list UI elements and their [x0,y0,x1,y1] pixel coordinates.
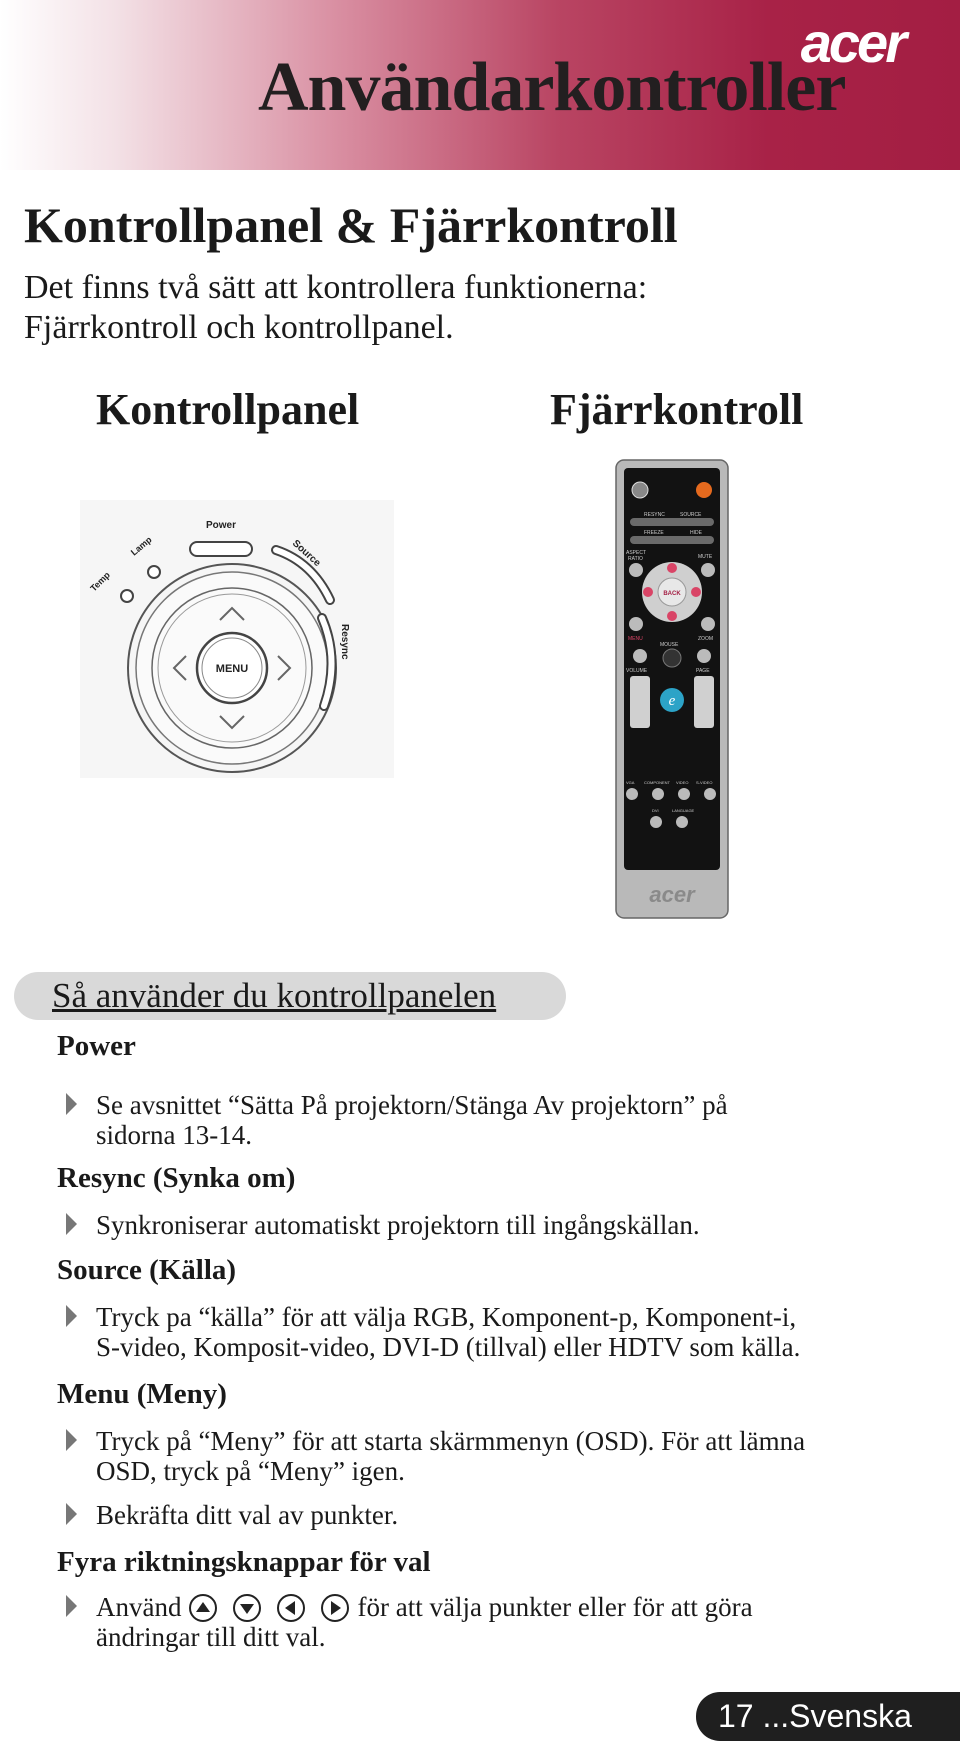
remote-resync-label: RESYNC [644,512,665,518]
menu-bullet-line: OSD, tryck på “Meny” igen. [96,1456,405,1486]
remote-control-label: Fjärrkontroll [550,385,804,434]
arrows-prefix: Använd [96,1592,182,1622]
intro-line: Fjärrkontroll och kontrollpanel. [24,309,454,346]
remote-aspect-label: ASPECT [626,550,647,556]
page-header [0,0,960,170]
arrows-bullet-line: ändringar till ditt val. [96,1622,326,1652]
bullet-arrow-icon [66,1595,77,1617]
svg-text:e: e [668,693,676,709]
remote-ratio-label: RATIO [628,556,643,562]
source-heading: Source (Källa) [57,1254,237,1286]
page-footer [696,1692,960,1741]
power-heading: Power [57,1030,136,1062]
remote-component-label: COMPONENT [644,780,670,785]
source-bullet-line: S-video, Komposit-video, DVI-D (tillval) eller HDTV som källa. [96,1332,801,1362]
resync-heading: Resync (Synka om) [57,1162,296,1194]
remote-control-illustration [614,458,730,920]
resync-label: Resync [339,624,350,660]
page-number: 17 ...Svenska [718,1698,912,1734]
power-bullet-line: sidorna 13-14. [96,1120,252,1150]
bullet-arrow-icon [66,1503,77,1525]
remote-source-label: SOURCE [680,512,702,518]
usage-heading-text: Så använder du kontrollpanelen [52,976,497,1015]
resync-bullet-line: Synkroniserar automatiskt projektorn till ingångskällan. [96,1210,700,1240]
page-title: Användarkontroller [258,49,846,126]
intro-paragraph [24,268,924,348]
remote-volume-label: VOLUME [626,668,648,674]
remote-menu-label: MENU [628,636,643,642]
temp-label: Temp [88,569,112,594]
source-bullet-line: Tryck pa “källa” för att välja RGB, Komponent-p, Komponent-i, [96,1302,797,1332]
bullet-arrow-icon [66,1305,77,1327]
menu-bullet-line: Bekräfta ditt val av punkter. [96,1500,399,1530]
remote-back-label: BACK [663,591,681,597]
laser-icon [696,482,712,498]
section-heading: Kontrollpanel & Fjärrkontroll [24,197,678,253]
menu-heading: Menu (Meny) [57,1378,227,1410]
down-arrow-icon [233,1594,261,1622]
remote-mouse-label: MOUSE [660,642,679,648]
menu-bullet-line: Tryck på “Meny” för att starta skärmmenyn (OSD). För att lämna [96,1426,806,1456]
source-label: Source [289,538,323,569]
bullet-arrow-icon [66,1429,77,1451]
remote-freeze-label: FREEZE [644,530,664,536]
arrows-heading: Fyra riktningsknappar för val [57,1546,431,1578]
remote-page-label: PAGE [696,668,710,674]
bullet-arrow-icon [66,1093,77,1115]
remote-video-label: VIDEO [676,780,689,785]
lamp-label: Lamp [128,534,154,558]
remote-hide-label: HIDE [690,530,702,536]
remote-zoom-label: ZOOM [698,636,713,642]
acer-logo: acer [800,11,904,74]
bullet-arrow-icon [66,1213,77,1235]
control-panel-label: Kontrollpanel [96,385,360,434]
power-icon [632,482,648,498]
left-arrow-icon [277,1594,305,1622]
usage-section-heading [14,972,566,1020]
remote-vga-label: VGA [626,780,635,785]
remote-language-label: LANGUAGE [672,808,695,813]
menu-button-label: MENU [215,663,249,675]
power-bullet-line: Se avsnittet “Sätta På projektorn/Stänga Av projektorn” på [96,1090,728,1120]
control-panel-illustration [80,500,394,778]
power-label: Power [205,520,237,531]
remote-mute-label: MUTE [698,554,713,560]
up-arrow-icon [189,1594,217,1622]
remote-svideo-label: S-VIDEO [696,780,713,785]
lamp-led [148,566,160,578]
power-button [190,542,252,556]
right-arrow-icon [321,1594,349,1622]
remote-acer-logo: acer [649,882,695,907]
remote-dvi-label: DVI [652,808,659,813]
arrows-bullet-line [96,1592,936,1622]
intro-line: Det finns två sätt att kontrollera funktionerna: [24,269,648,306]
arrows-suffix: för att välja punkter eller för att göra [357,1592,753,1622]
temp-led [121,590,133,602]
